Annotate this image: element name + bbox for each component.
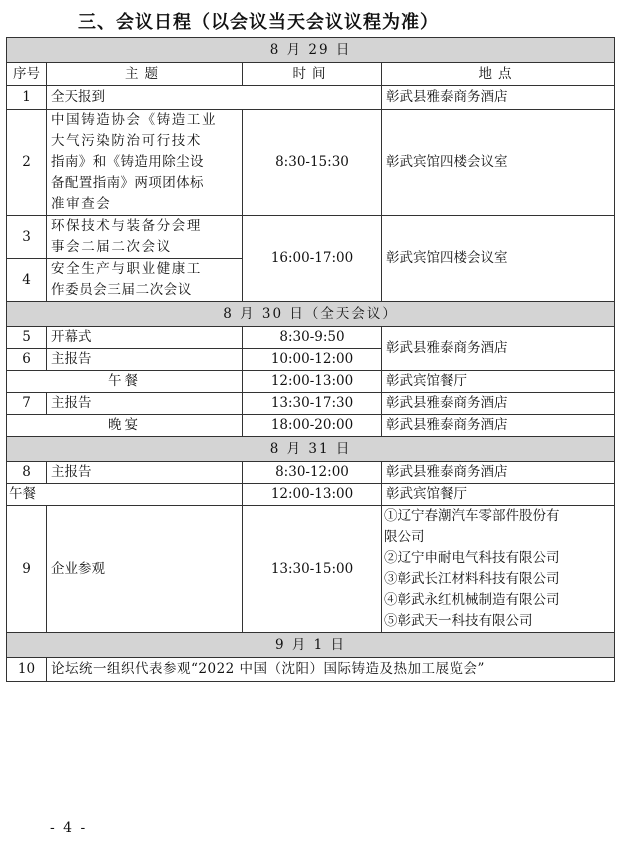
page-number: - 4 - (50, 820, 88, 836)
row-place: 彰武县雅泰商务酒店 (382, 462, 615, 484)
row-place (382, 506, 615, 633)
row-time: 16:00-17:00 (243, 216, 382, 302)
table-row (7, 110, 615, 216)
row-no: 3 (7, 216, 47, 259)
row-place: 彰武县雅泰商务酒店 (382, 415, 615, 437)
day-header-sep1 (7, 633, 615, 658)
topic-line: 安全生产与职业健康工 (51, 261, 202, 277)
table-row (7, 506, 615, 633)
col-header-place: 地点 (382, 63, 615, 86)
row-topic: 开幕式 (47, 327, 243, 349)
topic-line: 作委员会三届二次会议 (51, 282, 192, 298)
table-row (7, 371, 615, 393)
day-label: 8 月 30 日（全天会议） (7, 302, 615, 327)
topic-line: 大气污染防治可行技术 (51, 133, 202, 149)
topic-line: 环保技术与装备分会理 (51, 218, 202, 234)
row-topic (47, 110, 243, 216)
day-header-aug29 (7, 38, 615, 63)
topic-line: 中国铸造协会《铸造工业 (51, 112, 218, 128)
row-no: 9 (7, 506, 47, 633)
row-time: 10:00-12:00 (243, 349, 382, 371)
column-header-row (7, 63, 615, 86)
row-place: 彰武县雅泰商务酒店 (382, 393, 615, 415)
company-line: ⑤彰武天一科技有限公司 (384, 613, 533, 629)
row-topic: 主报告 (47, 349, 243, 371)
row-no: 7 (7, 393, 47, 415)
row-no: 8 (7, 462, 47, 484)
schedule-table (6, 37, 615, 682)
day-header-aug30 (7, 302, 615, 327)
table-row (7, 658, 615, 682)
table-row (7, 484, 615, 506)
company-line: ③彰武长江材料科技有限公司 (384, 571, 560, 587)
table-row (7, 462, 615, 484)
day-label: 9 月 1 日 (7, 633, 615, 658)
table-row (7, 327, 615, 349)
company-line: 限公司 (384, 529, 425, 545)
company-line: ①辽宁春潮汽车零部件股份有 (384, 508, 560, 524)
row-time: 12:00-13:00 (243, 371, 382, 393)
col-header-topic: 主题 (47, 63, 243, 86)
row-place: 彰武宾馆餐厅 (382, 371, 615, 393)
row-no: 6 (7, 349, 47, 371)
row-time: 8:30-15:30 (243, 110, 382, 216)
topic-line: 准审查会 (51, 196, 112, 212)
row-place: 彰武宾馆餐厅 (382, 484, 615, 506)
row-topic: 企业参观 (47, 506, 243, 633)
company-line: ②辽宁申耐电气科技有限公司 (384, 550, 560, 566)
row-topic: 主报告 (47, 462, 243, 484)
row-topic: 午餐 (7, 371, 243, 393)
row-place: 彰武宾馆四楼会议室 (382, 216, 615, 302)
row-time: 12:00-13:00 (243, 484, 382, 506)
row-no: 2 (7, 110, 47, 216)
row-time: 18:00-20:00 (243, 415, 382, 437)
row-topic: 午餐 (7, 484, 243, 506)
row-no: 5 (7, 327, 47, 349)
section-heading: 三、会议日程（以会议当天会议议程为准） (78, 12, 439, 33)
day-header-aug31 (7, 437, 615, 462)
day-label: 8 月 29 日 (7, 38, 615, 63)
col-header-no: 序号 (7, 63, 47, 86)
row-time: 8:30-12:00 (243, 462, 382, 484)
topic-line: 事会二届二次会议 (51, 239, 172, 255)
table-row (7, 86, 615, 110)
table-row (7, 415, 615, 437)
row-time: 13:30-15:00 (243, 506, 382, 633)
row-place: 彰武县雅泰商务酒店 (382, 86, 615, 110)
row-topic: 主报告 (47, 393, 243, 415)
day-label: 8 月 31 日 (7, 437, 615, 462)
table-row (7, 393, 615, 415)
row-topic: 论坛统一组织代表参观“2022 中国（沈阳）国际铸造及热加工展览会” (47, 658, 615, 682)
table-row (7, 216, 615, 259)
row-place: 彰武宾馆四楼会议室 (382, 110, 615, 216)
topic-line: 指南》和《铸造用除尘设 (51, 154, 204, 170)
row-no: 1 (7, 86, 47, 110)
row-place: 彰武县雅泰商务酒店 (382, 327, 615, 371)
row-no: 10 (7, 658, 47, 682)
row-time: 8:30-9:50 (243, 327, 382, 349)
topic-line: 备配置指南》两项团体标 (51, 175, 204, 191)
company-line: ④彰武永红机械制造有限公司 (384, 592, 560, 608)
row-topic: 全天报到 (47, 86, 382, 110)
row-topic (47, 216, 243, 259)
row-topic (47, 259, 243, 302)
row-no: 4 (7, 259, 47, 302)
row-topic: 晚宴 (7, 415, 243, 437)
col-header-time: 时间 (243, 63, 382, 86)
row-time: 13:30-17:30 (243, 393, 382, 415)
